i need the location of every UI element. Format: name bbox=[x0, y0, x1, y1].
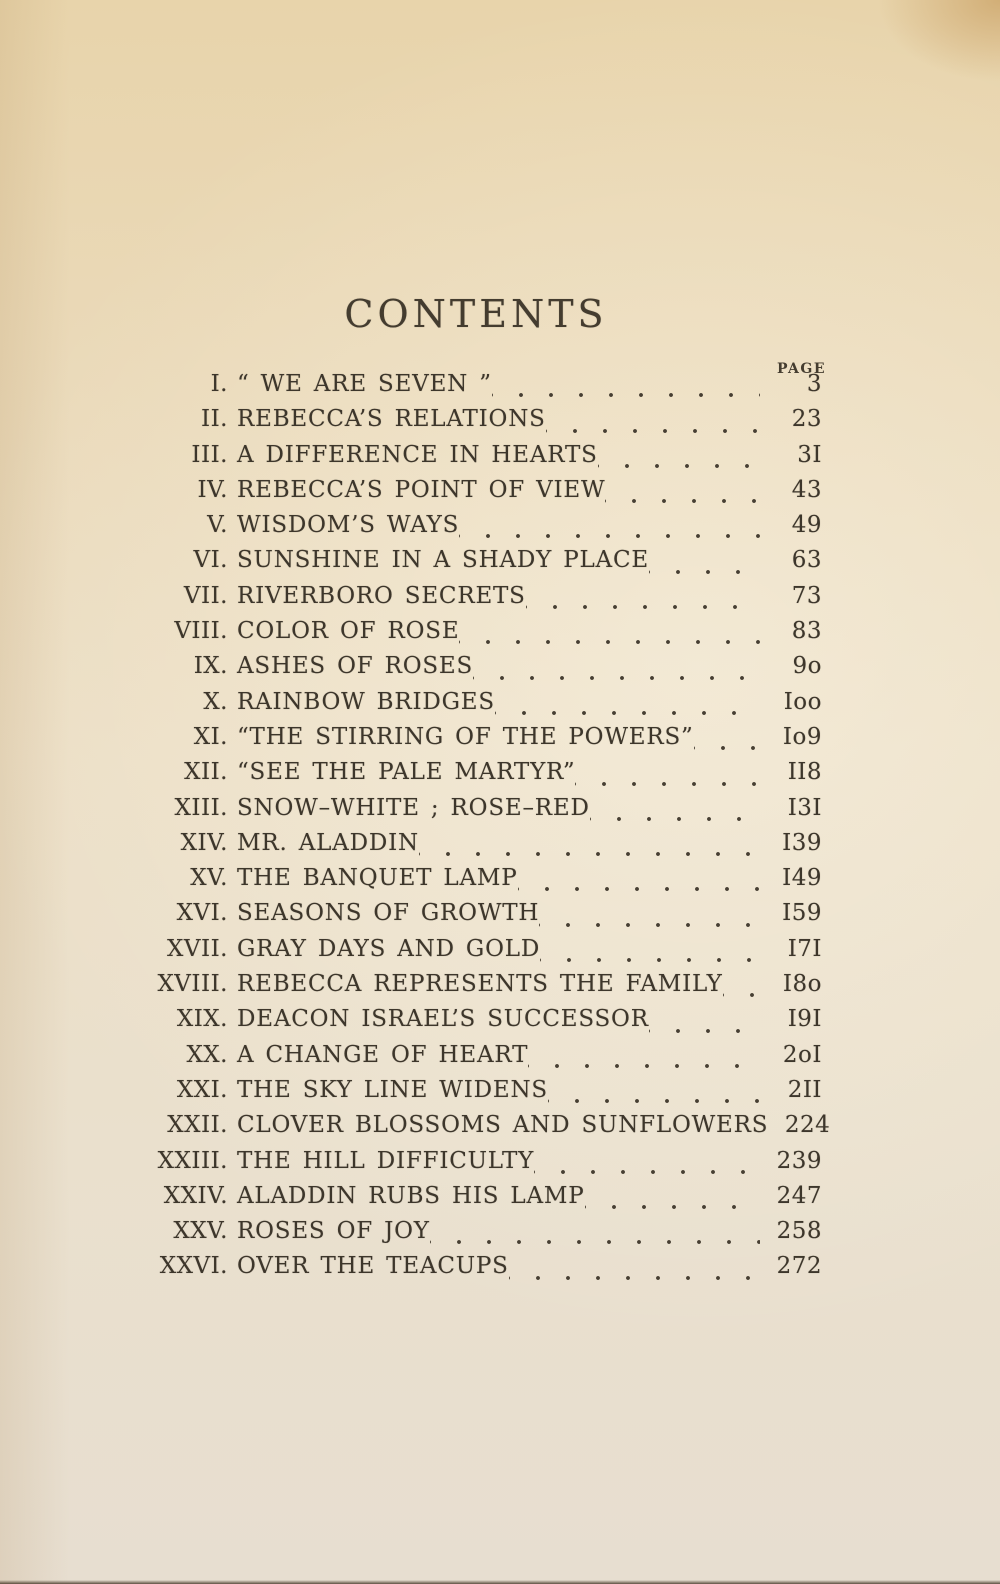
dot-leader bbox=[575, 759, 760, 794]
chapter-page-number: I3I bbox=[787, 794, 822, 821]
chapter-page-number: 272 bbox=[776, 1253, 822, 1280]
toc-entry bbox=[130, 900, 822, 935]
toc-entry bbox=[130, 795, 822, 830]
dot-leader bbox=[723, 971, 760, 1006]
chapter-title: REBECCA’S RELATIONS bbox=[237, 406, 546, 433]
chapter-numeral: III. bbox=[191, 441, 228, 468]
dot-leader bbox=[419, 830, 760, 865]
chapter-numeral: VIII. bbox=[174, 618, 228, 645]
dot-leader bbox=[534, 1148, 760, 1183]
chapter-title: GRAY DAYS AND GOLD bbox=[237, 935, 541, 962]
toc-entry bbox=[130, 653, 822, 688]
dot-leader bbox=[430, 1218, 760, 1253]
dot-leader bbox=[590, 795, 760, 830]
toc-entry bbox=[130, 1148, 822, 1183]
chapter-page-number: I59 bbox=[782, 900, 822, 927]
chapter-page-number: 247 bbox=[776, 1182, 822, 1209]
chapter-title: A CHANGE OF HEART bbox=[237, 1041, 529, 1068]
toc-entry bbox=[130, 1183, 822, 1218]
dot-leader bbox=[473, 653, 760, 688]
chapter-title: “ WE ARE SEVEN ” bbox=[237, 371, 492, 397]
toc-entry bbox=[130, 865, 822, 900]
chapter-numeral: X. bbox=[203, 688, 228, 715]
dot-leader bbox=[518, 865, 760, 900]
chapter-page-number: 23 bbox=[791, 406, 822, 433]
dot-leader bbox=[509, 1253, 760, 1288]
chapter-numeral: XVII. bbox=[167, 935, 228, 962]
chapter-title: RIVERBORO SECRETS bbox=[237, 582, 526, 609]
dot-leader bbox=[548, 1077, 760, 1112]
chapter-title: A DIFFERENCE IN HEARTS bbox=[237, 441, 598, 468]
toc-entry bbox=[130, 547, 822, 582]
chapter-title: RAINBOW BRIDGES bbox=[237, 688, 495, 715]
chapter-title: SNOW–WHITE ; ROSE–RED bbox=[237, 794, 590, 821]
chapter-page-number: 73 bbox=[791, 582, 822, 609]
toc-list bbox=[130, 371, 831, 1289]
chapter-page-number: I39 bbox=[782, 829, 822, 856]
dot-leader bbox=[649, 547, 760, 582]
chapter-numeral: XIX. bbox=[176, 1006, 228, 1033]
chapter-title: SUNSHINE IN A SHADY PLACE bbox=[237, 547, 649, 574]
dot-leader bbox=[492, 371, 760, 406]
page-column-label: PAGE bbox=[777, 361, 826, 377]
chapter-page-number: 9o bbox=[792, 653, 822, 680]
dot-leader bbox=[526, 583, 760, 618]
chapter-title: OVER THE TEACUPS bbox=[237, 1253, 509, 1280]
chapter-numeral: XXI. bbox=[176, 1076, 228, 1103]
chapter-numeral: XXII. bbox=[167, 1112, 228, 1139]
chapter-page-number: 83 bbox=[791, 618, 822, 645]
chapter-numeral: XXIV. bbox=[163, 1182, 228, 1209]
chapter-title: ROSES OF JOY bbox=[237, 1218, 430, 1245]
dot-leader bbox=[528, 1042, 760, 1077]
chapter-numeral: XII. bbox=[184, 759, 228, 786]
chapter-numeral: XXIII. bbox=[157, 1147, 228, 1174]
chapter-numeral: IV. bbox=[197, 476, 228, 503]
chapter-title: THE HILL DIFFICULTY bbox=[237, 1147, 535, 1174]
chapter-page-number: 3I bbox=[797, 441, 822, 468]
chapter-numeral: II. bbox=[201, 406, 228, 433]
chapter-title: REBECCA’S POINT OF VIEW bbox=[237, 476, 606, 503]
chapter-numeral: VII. bbox=[183, 582, 228, 609]
dot-leader bbox=[585, 1183, 761, 1218]
chapter-numeral: XVIII. bbox=[157, 971, 228, 998]
chapter-page-number: I7I bbox=[787, 935, 822, 962]
chapter-numeral: XIV. bbox=[180, 829, 228, 856]
toc-entry bbox=[130, 442, 822, 477]
chapter-numeral: V. bbox=[207, 512, 228, 539]
chapter-page-number: II8 bbox=[787, 759, 822, 786]
toc-entry bbox=[130, 1077, 822, 1112]
contents-heading: CONTENTS bbox=[344, 292, 608, 336]
chapter-numeral: XX. bbox=[186, 1041, 228, 1068]
chapter-title: THE BANQUET LAMP bbox=[237, 865, 518, 892]
chapter-numeral: XI. bbox=[193, 723, 228, 750]
chapter-page-number: 239 bbox=[776, 1147, 822, 1174]
toc-entry bbox=[130, 583, 822, 618]
chapter-title: COLOR OF ROSE bbox=[237, 618, 460, 645]
chapter-page-number: 224 bbox=[784, 1112, 831, 1139]
chapter-title: “THE STIRRING OF THE POWERS” bbox=[237, 723, 694, 750]
dot-leader bbox=[459, 618, 760, 653]
chapter-page-number: 63 bbox=[791, 547, 822, 574]
chapter-title: ALADDIN RUBS HIS LAMP bbox=[237, 1182, 585, 1209]
chapter-numeral: IX. bbox=[193, 653, 228, 680]
toc-entry bbox=[130, 477, 822, 512]
toc-entry bbox=[130, 406, 822, 441]
dot-leader bbox=[649, 1006, 760, 1041]
chapter-page-number: 2oI bbox=[782, 1041, 822, 1068]
chapter-title: THE SKY LINE WIDENS bbox=[237, 1076, 548, 1103]
chapter-title: REBECCA REPRESENTS THE FAMILY bbox=[237, 971, 723, 998]
toc-entry bbox=[130, 1006, 822, 1041]
toc-entry bbox=[130, 1253, 822, 1288]
toc-entry bbox=[130, 618, 822, 653]
toc-entry bbox=[130, 971, 822, 1006]
dot-leader bbox=[539, 900, 760, 935]
dot-leader bbox=[546, 406, 760, 441]
dot-leader bbox=[495, 689, 760, 724]
toc-entry bbox=[130, 371, 822, 406]
chapter-numeral: XIII. bbox=[174, 794, 228, 821]
toc-entry bbox=[130, 724, 822, 759]
chapter-page-number: 43 bbox=[791, 476, 822, 503]
chapter-title: WISDOM’S WAYS bbox=[237, 512, 460, 539]
toc-entry bbox=[130, 1112, 831, 1147]
chapter-page-number: 258 bbox=[776, 1218, 822, 1245]
chapter-numeral: XVI. bbox=[176, 900, 228, 927]
toc-entry bbox=[130, 1218, 822, 1253]
chapter-page-number: I9I bbox=[787, 1006, 822, 1033]
dot-leader bbox=[540, 936, 760, 971]
chapter-page-number: I8o bbox=[782, 971, 822, 998]
chapter-numeral: I. bbox=[210, 371, 228, 397]
chapter-title: MR. ALADDIN bbox=[237, 829, 419, 856]
chapter-title: SEASONS OF GROWTH bbox=[237, 900, 540, 927]
toc-entry bbox=[130, 830, 822, 865]
toc-entry bbox=[130, 936, 822, 971]
dot-leader bbox=[694, 724, 760, 759]
chapter-title: DEACON ISRAEL’S SUCCESSOR bbox=[237, 1006, 649, 1033]
chapter-page-number: 3 bbox=[806, 371, 822, 397]
chapter-title: CLOVER BLOSSOMS AND SUNFLOWERS bbox=[237, 1112, 769, 1139]
chapter-numeral: XXVI. bbox=[159, 1253, 228, 1280]
chapter-page-number: Io9 bbox=[782, 723, 822, 750]
toc-entry bbox=[130, 1042, 822, 1077]
toc-entry bbox=[130, 689, 822, 724]
chapter-numeral: XXV. bbox=[173, 1218, 228, 1245]
chapter-page-number: I49 bbox=[782, 865, 822, 892]
chapter-numeral: XV. bbox=[190, 865, 228, 892]
dot-leader bbox=[598, 442, 760, 477]
chapter-page-number: 2II bbox=[787, 1076, 822, 1103]
chapter-title: “SEE THE PALE MARTYR” bbox=[237, 759, 576, 786]
dot-leader bbox=[459, 512, 760, 547]
chapter-page-number: 49 bbox=[791, 512, 822, 539]
chapter-page-number: Ioo bbox=[783, 688, 822, 715]
toc-entry bbox=[130, 759, 822, 794]
toc-entry bbox=[130, 512, 822, 547]
dot-leader bbox=[605, 477, 760, 512]
chapter-title: ASHES OF ROSES bbox=[237, 653, 474, 680]
chapter-numeral: VI. bbox=[193, 547, 228, 574]
